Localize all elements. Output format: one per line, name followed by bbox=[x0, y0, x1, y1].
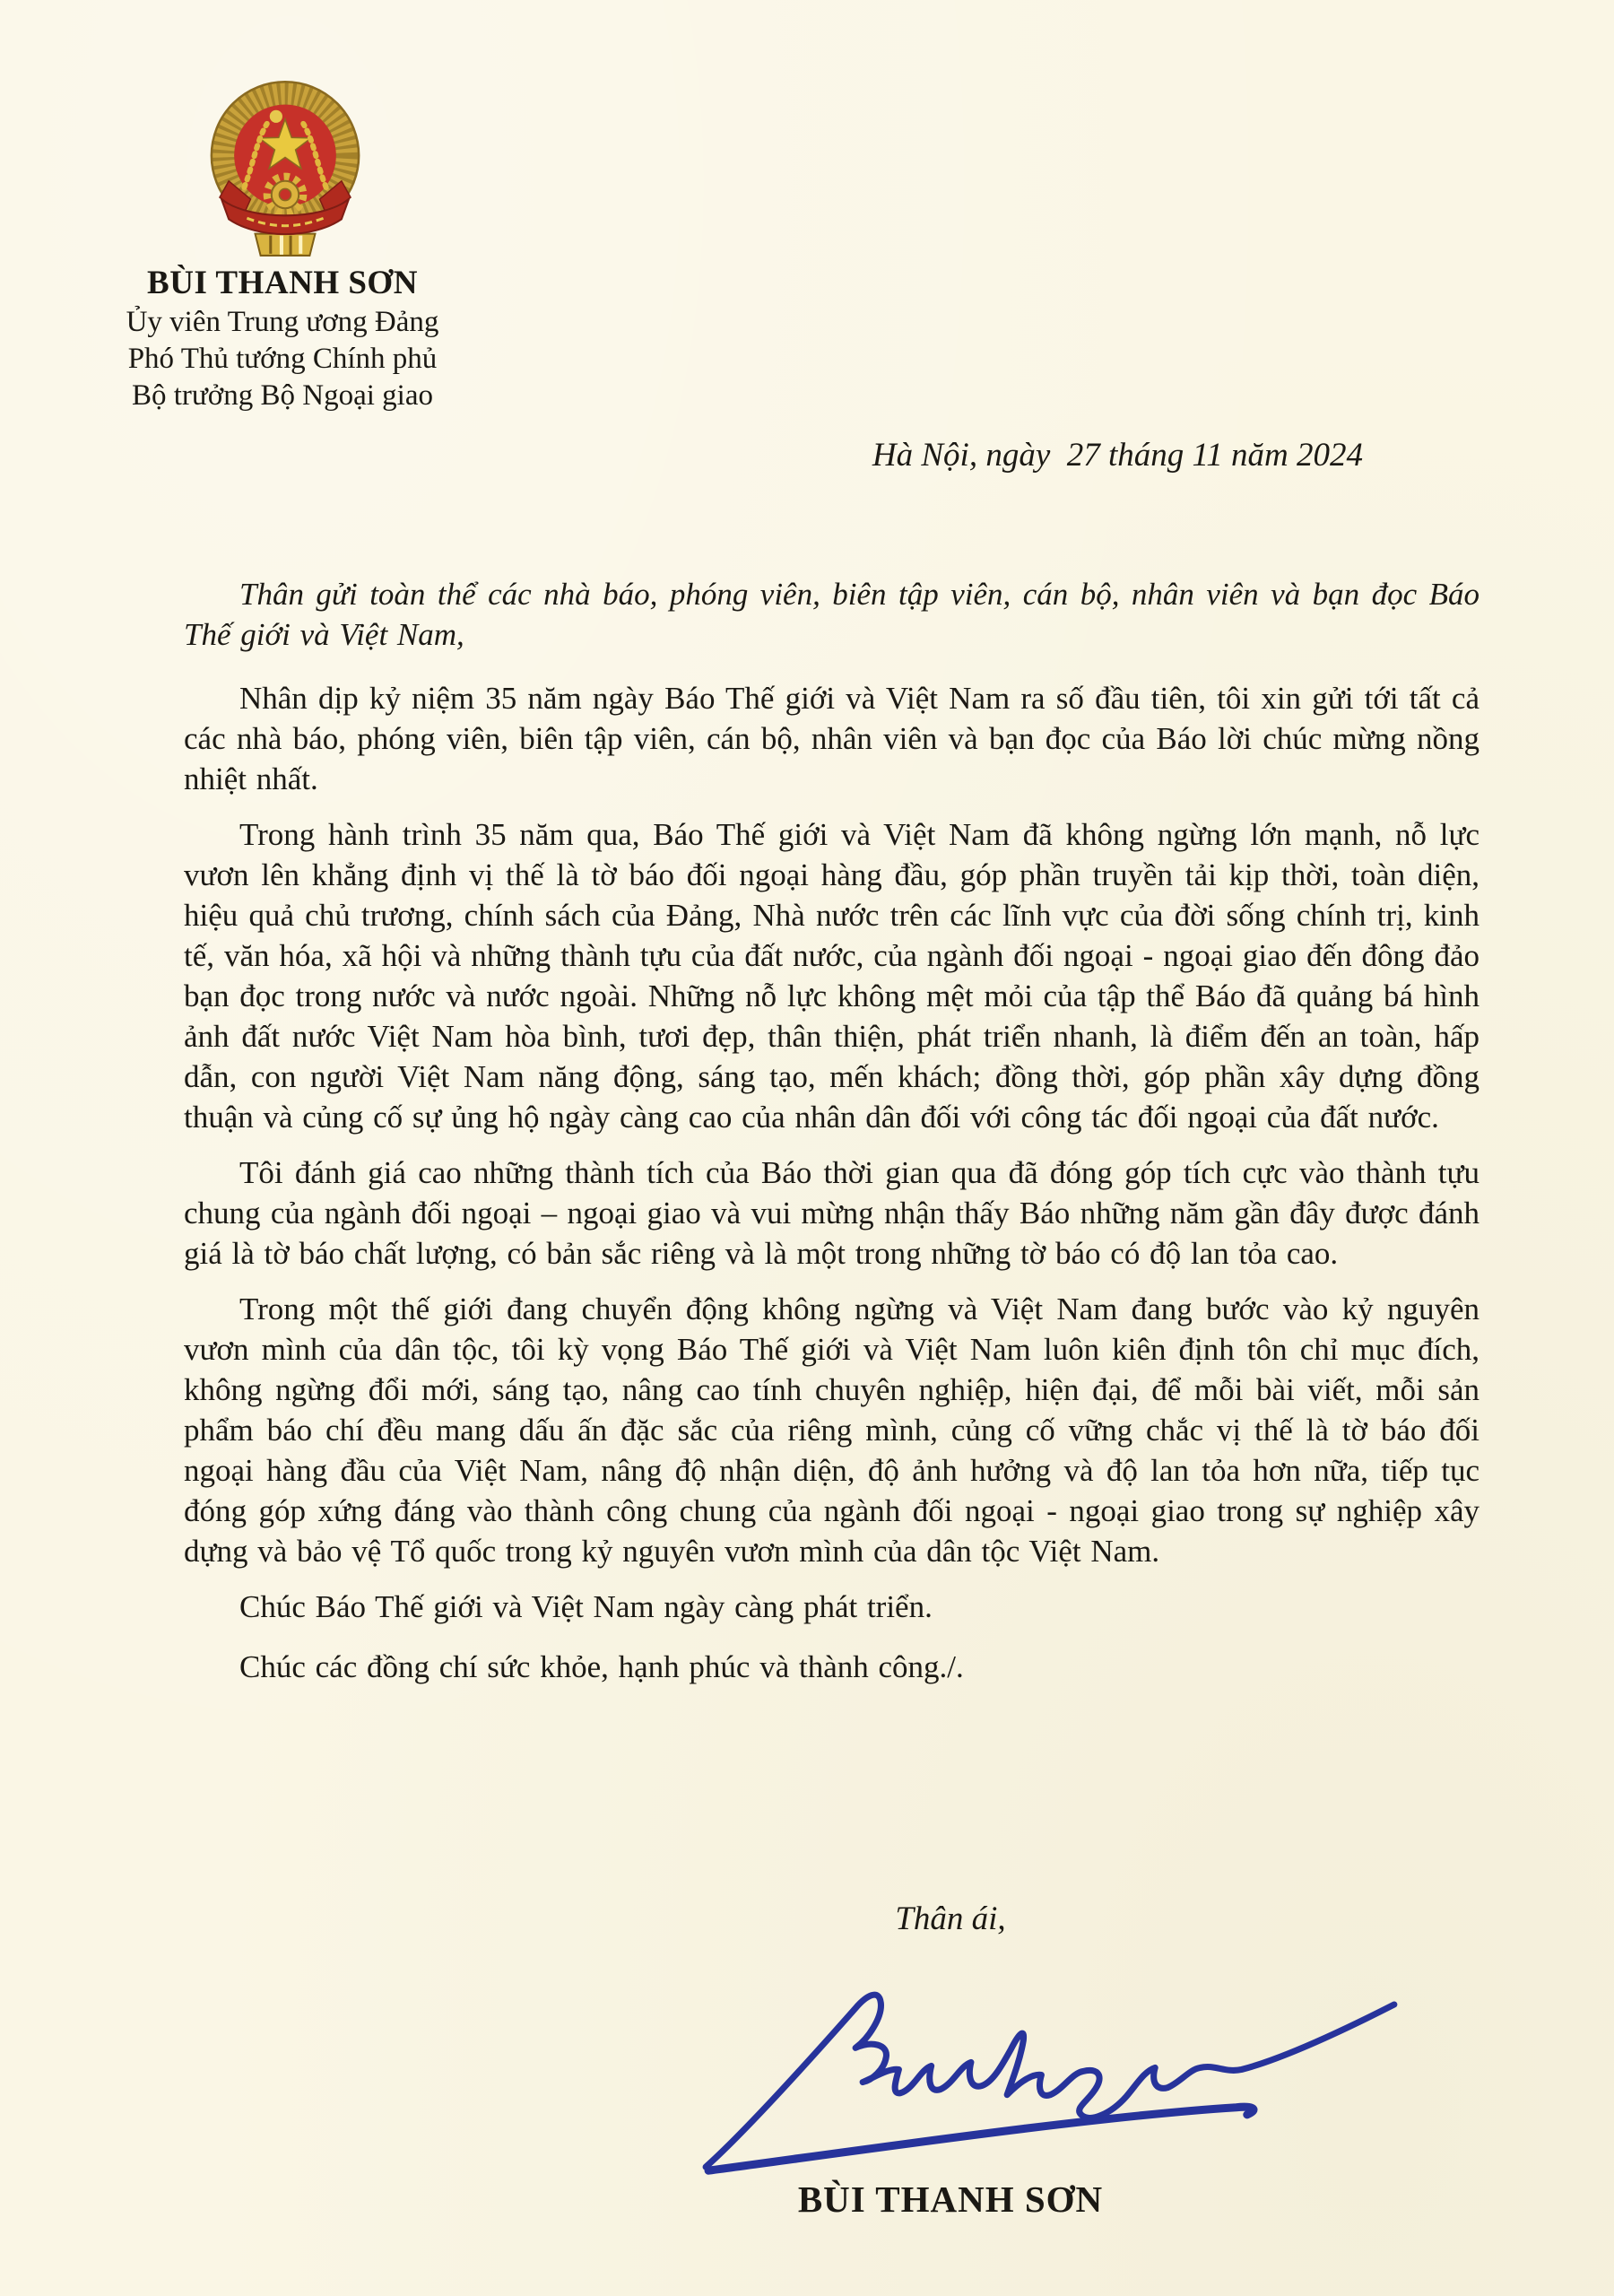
sender-name: BÙI THANH SƠN bbox=[147, 265, 418, 301]
letter-paragraph: Trong một thế giới đang chuyển động không ngừng và Việt Nam đang bước vào kỷ nguyên vươn mình của dân tộc, tôi kỳ vọng Báo Thế giới và Việt Nam luôn kiên định tôn chỉ mục đích, không ngừng đổi mới, sáng tạo, nâng cao tính chuyên nghiệp, hiện đại, để mỗi bài viết, mỗi sản phẩm báo chí đều mang dấu ấn đặc sắc của riêng mình, củng cố vững chắc vị thế là tờ báo đối ngoại hàng đầu của Việt Nam, nâng độ nhận diện, độ ảnh hưởng và độ lan tỏa hơn nữa, tiếp tục đóng góp xứng đáng vào thành công chung của ngành đối ngoại - ngoại giao trong sự nghiệp xây dựng và bảo vệ Tổ quốc trong kỷ nguyên vươn mình của dân tộc Việt Nam. bbox=[184, 1292, 1480, 1569]
valediction: Thân ái, bbox=[895, 1900, 1006, 1937]
signer-name: BÙI THANH SƠN bbox=[797, 2179, 1104, 2220]
letter-body bbox=[184, 574, 1480, 1707]
dateline: Hà Nội, ngày 27 tháng 11 năm 2024 bbox=[872, 437, 1363, 474]
salutation: Thân gửi toàn thể các nhà báo, phóng viên, biên tập viên, cán bộ, nhân viên và bạn đọc Báo Thế giới và Việt Nam, bbox=[184, 577, 1480, 652]
letter-paragraph: Tôi đánh giá cao những thành tích của Báo thời gian qua đã đóng góp tích cực vào thành tựu chung của ngành đối ngoại – ngoại giao và vui mừng nhận thấy Báo những năm gần đây được đánh giá là tờ báo chất lượng, có bản sắc riêng và là một trong những tờ báo có độ lan tỏa cao. bbox=[184, 1155, 1480, 1271]
sender-title-deputy-pm: Phó Thủ tướng Chính phủ bbox=[127, 343, 438, 375]
sender-block bbox=[54, 263, 511, 414]
sender-title-party: Ủy viên Trung ương Đảng bbox=[126, 306, 439, 338]
letter-paragraph: Trong hành trình 35 năm qua, Báo Thế giới và Việt Nam đã không ngừng lớn mạnh, nỗ lực vươn lên khẳng định vị thế là tờ báo đối ngoại hàng đầu, góp phần truyền tải kịp thời, toàn diện, hiệu quả chủ trương, chính sách của Đảng, Nhà nước trên các lĩnh vực của đời sống chính trị, kinh tế, văn hóa, xã hội và những thành tựu của đất nước, của ngành đối ngoại - ngoại giao đến đông đảo bạn đọc trong nước và nước ngoài. Những nỗ lực không mệt mỏi của tập thể Báo đã quảng bá hình ảnh đất nước Việt Nam hòa bình, tươi đẹp, thân thiện, phát triển nhanh, là điểm đến an toàn, hấp dẫn, con người Việt Nam năng động, sáng tạo, mến khách; đồng thời, góp phần xây dựng đồng thuận và củng cố sự ủng hộ ngày càng cao của nhân dân đối với công tác đối ngoại của đất nước. bbox=[184, 817, 1480, 1135]
vietnam-national-emblem-icon bbox=[203, 65, 368, 260]
signature-ink-icon bbox=[695, 1960, 1417, 2188]
sender-title-minister: Bộ trưởng Bộ Ngoại giao bbox=[132, 379, 433, 412]
letter-wish-line: Chúc các đồng chí sức khỏe, hạnh phúc và thành công./. bbox=[239, 1649, 964, 1684]
letter-wish-line: Chúc Báo Thế giới và Việt Nam ngày càng phát triển. bbox=[239, 1589, 933, 1624]
letter-paragraph: Nhân dịp kỷ niệm 35 năm ngày Báo Thế giới và Việt Nam ra số đầu tiên, tôi xin gửi tới tất cả các nhà báo, phóng viên, biên tập viên, cán bộ, nhân viên và bạn đọc của Báo lời chúc mừng nồng nhiệt nhất. bbox=[184, 681, 1480, 796]
